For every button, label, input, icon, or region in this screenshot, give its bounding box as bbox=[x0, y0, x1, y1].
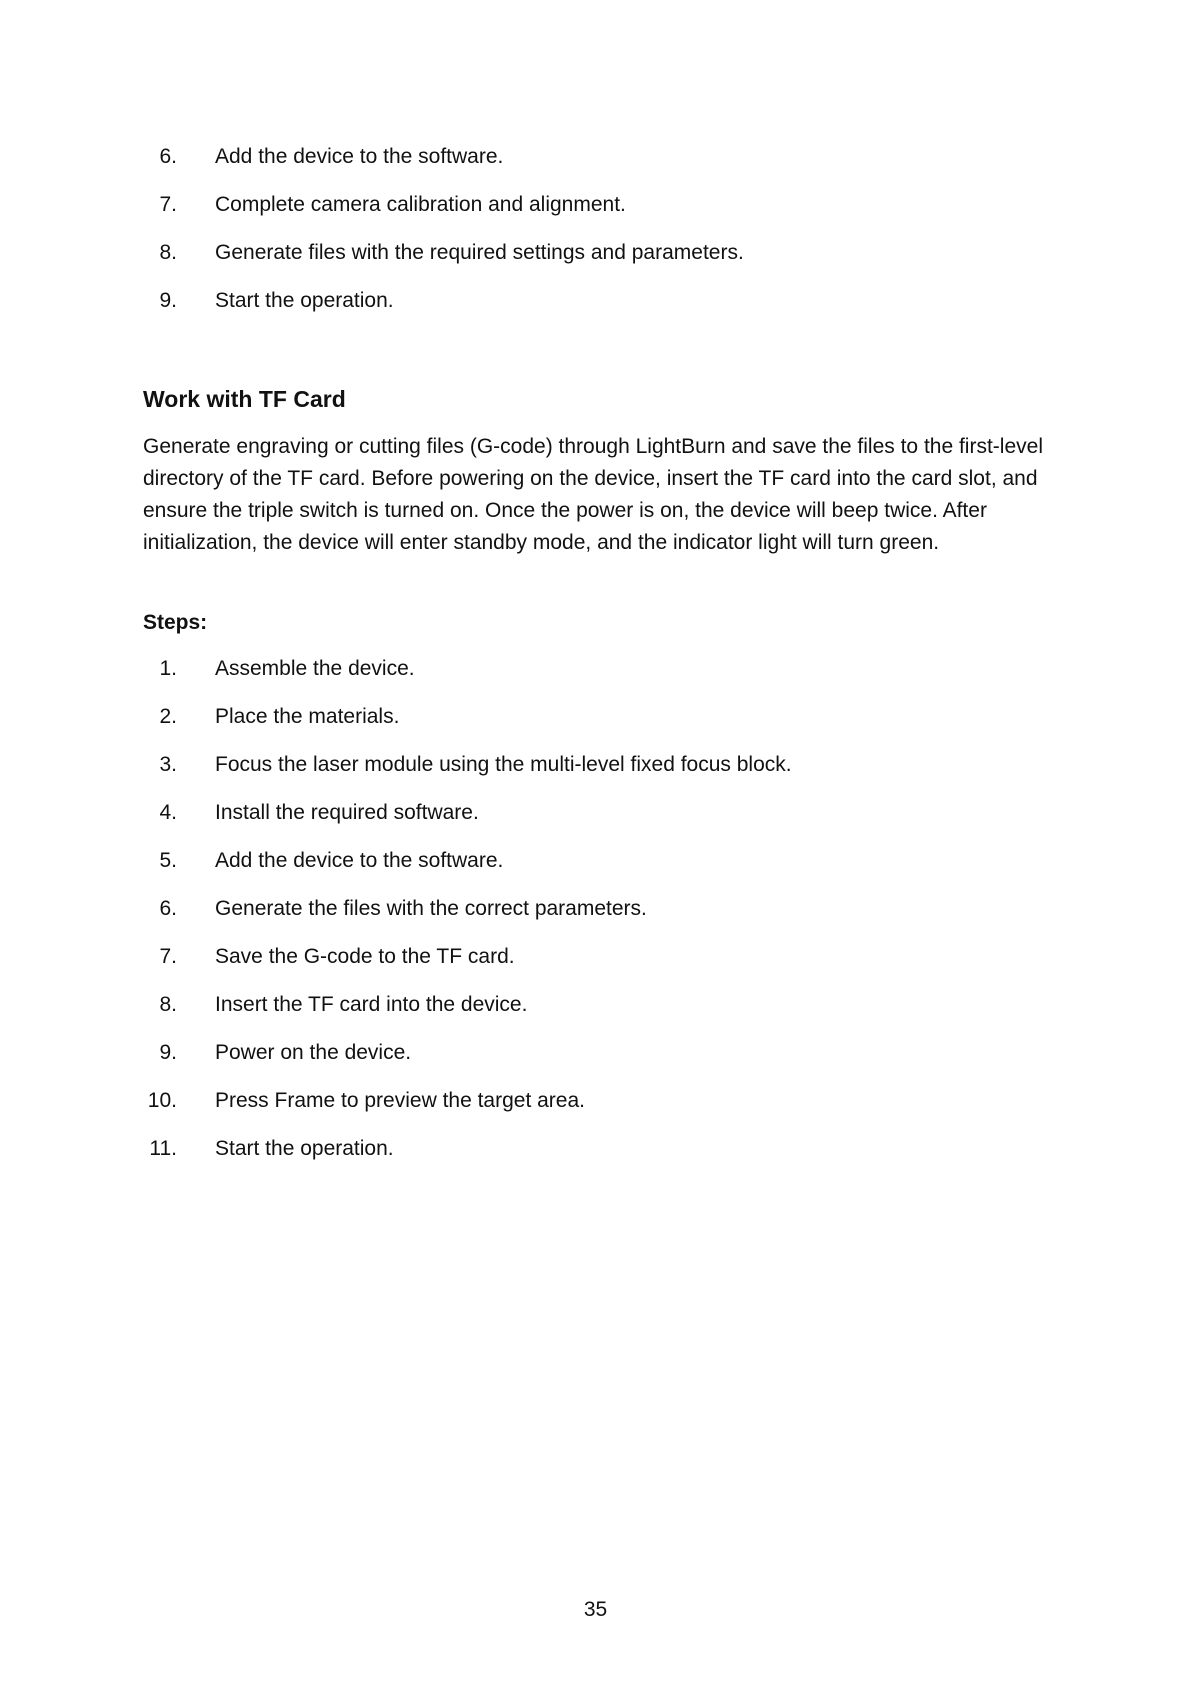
list-item-text: Press Frame to preview the target area. bbox=[215, 1089, 585, 1112]
list-item-text: Save the G-code to the TF card. bbox=[215, 945, 515, 968]
list-item-text: Start the operation. bbox=[215, 1137, 394, 1160]
page-number: 35 bbox=[583, 1598, 608, 1621]
list-item: 6. Add the device to the software. bbox=[143, 143, 1043, 191]
list-item: 8. Generate files with the required settings and parameters. bbox=[143, 239, 1043, 287]
list-item-text: Generate the files with the correct parameters. bbox=[215, 897, 647, 920]
section-paragraph: Generate engraving or cutting files (G-code) through LightBurn and save the files to the first-level directory of the TF card. Before powering on the device, insert the TF card into the card slot, and ensure the triple switch is turned on. Once the power is on, the device will beep twice. After initialization, the device will enter standby mode, and the indicator light will turn green. bbox=[143, 435, 1043, 554]
list-item-text: Assemble the device. bbox=[215, 657, 415, 680]
list-item-text: Place the materials. bbox=[215, 705, 400, 728]
list-item-text: Complete camera calibration and alignment. bbox=[215, 193, 626, 216]
list-item: 8. Insert the TF card into the device. bbox=[143, 991, 1043, 1039]
steps-label: Steps: bbox=[143, 611, 208, 634]
list-item: 4. Install the required software. bbox=[143, 799, 1043, 847]
list-item-text: Generate files with the required settings and parameters. bbox=[215, 241, 744, 264]
list-item-text: Add the device to the software. bbox=[215, 145, 504, 168]
list-item: 11. Start the operation. bbox=[143, 1135, 1043, 1183]
list-item-text: Start the operation. bbox=[215, 289, 394, 312]
list-item-text: Focus the laser module using the multi-level fixed focus block. bbox=[215, 753, 792, 776]
list-item: 7. Save the G-code to the TF card. bbox=[143, 943, 1043, 991]
list-item: 5. Add the device to the software. bbox=[143, 847, 1043, 895]
list-item-text: Add the device to the software. bbox=[215, 849, 504, 872]
list-item-text: Install the required software. bbox=[215, 801, 479, 824]
list-item: 3. Focus the laser module using the multi-level fixed focus block. bbox=[143, 751, 1043, 799]
list-item: 7. Complete camera calibration and alignment. bbox=[143, 191, 1043, 239]
tf-card-steps-list bbox=[143, 655, 1043, 1183]
list-item: 6. Generate the files with the correct parameters. bbox=[143, 895, 1043, 943]
previous-steps-list bbox=[143, 143, 1043, 335]
list-item: 10. Press Frame to preview the target area. bbox=[143, 1087, 1043, 1135]
list-item: 9. Start the operation. bbox=[143, 287, 1043, 335]
section-heading: Work with TF Card bbox=[143, 386, 346, 412]
list-item: 2. Place the materials. bbox=[143, 703, 1043, 751]
list-item-text: Power on the device. bbox=[215, 1041, 412, 1064]
list-item: 1. Assemble the device. bbox=[143, 655, 1043, 703]
list-item-text: Insert the TF card into the device. bbox=[215, 993, 528, 1016]
list-item: 9. Power on the device. bbox=[143, 1039, 1043, 1087]
